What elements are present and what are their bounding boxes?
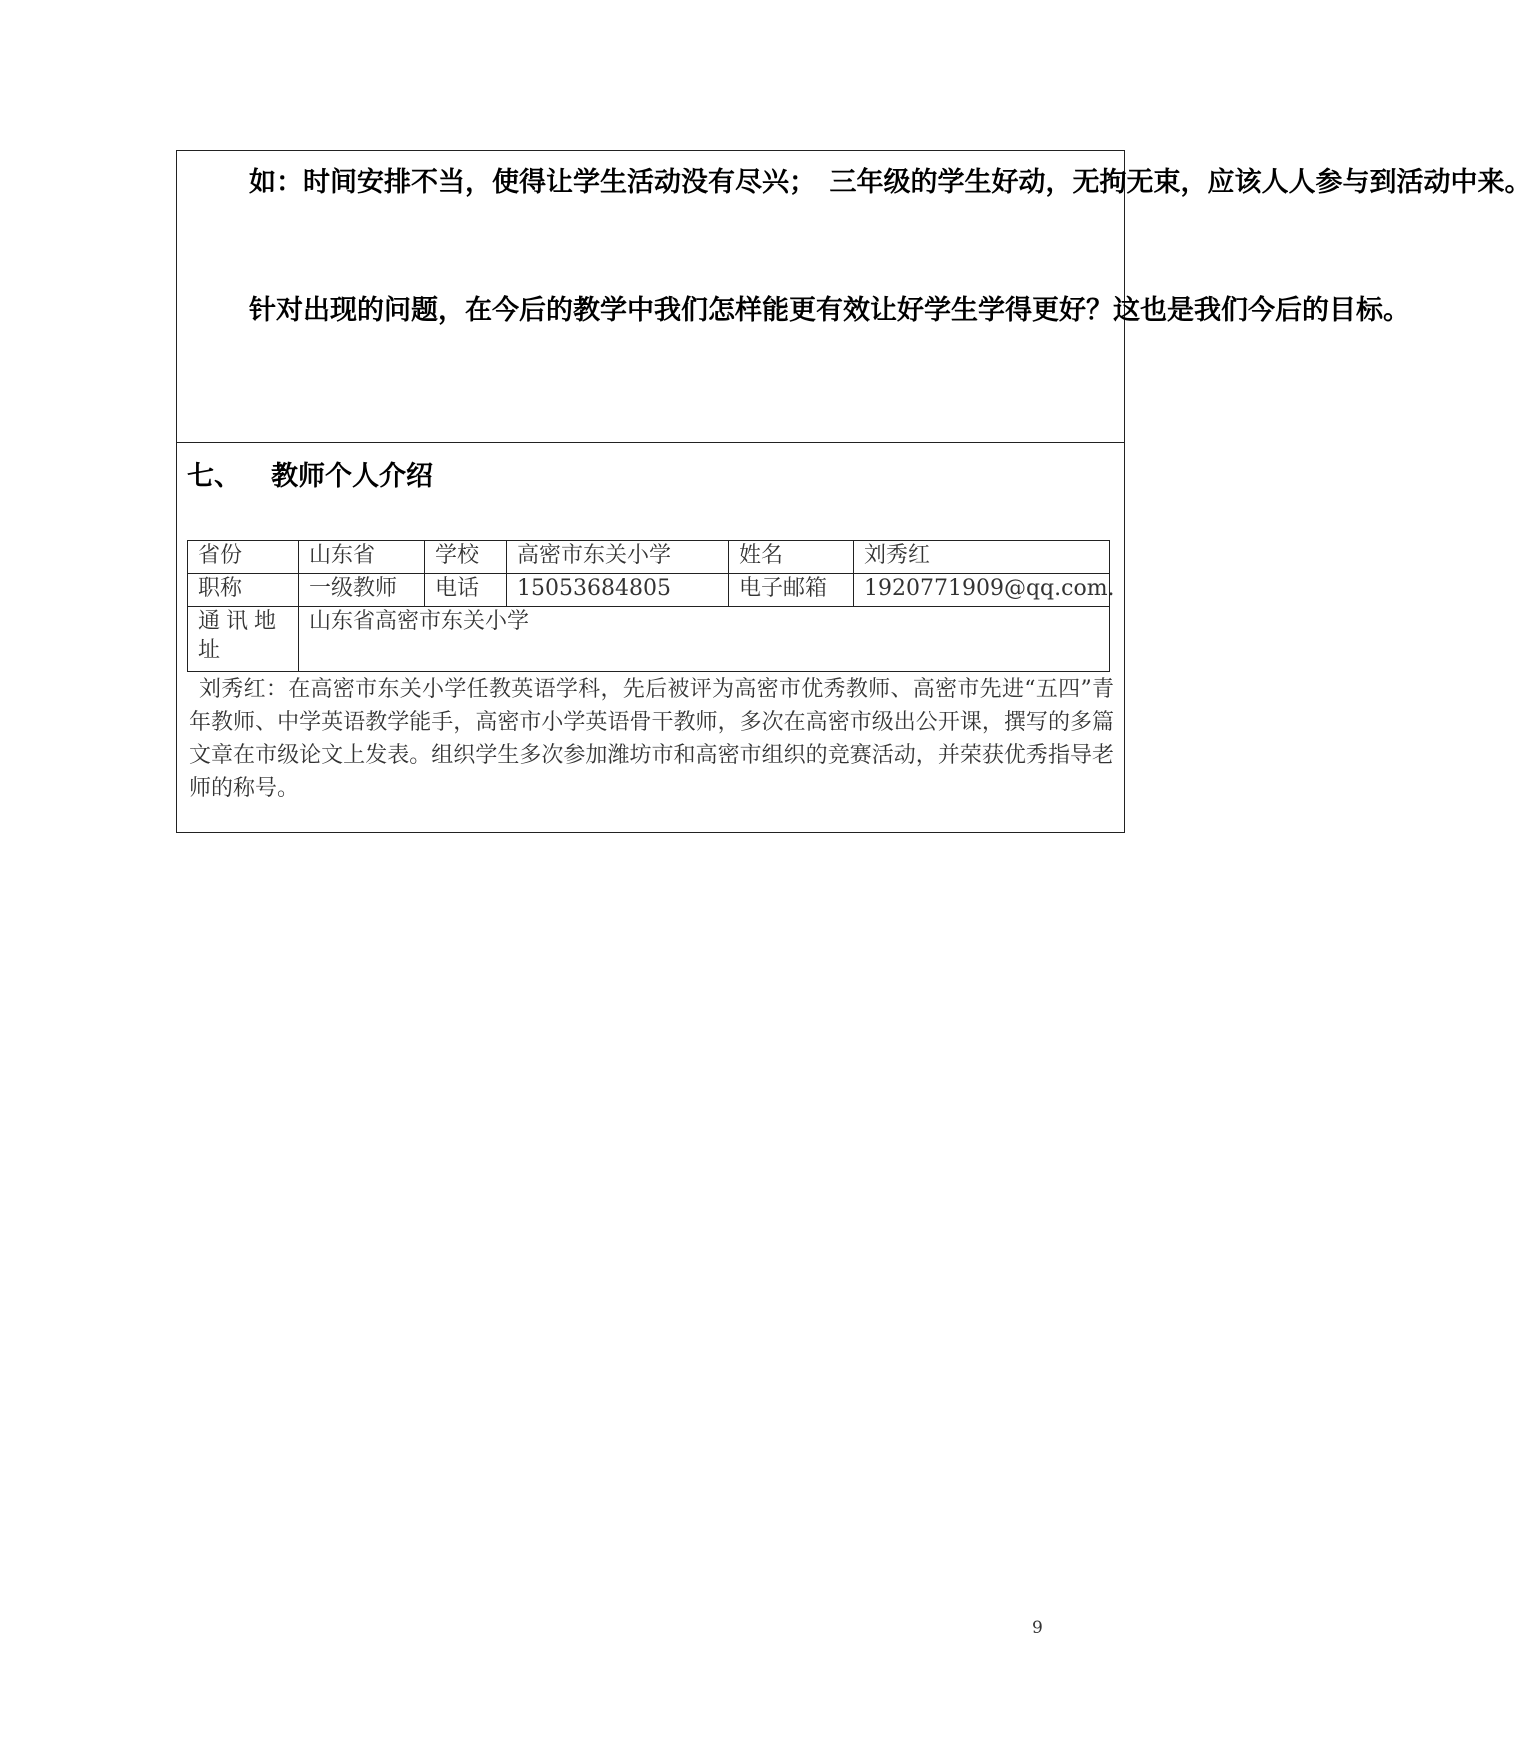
school-label: 学校	[425, 541, 507, 574]
reflection-text-1: 如：时间安排不当，使得让学生活动没有尽兴； 三年级的学生好动，无拘无束，应该人人参与到活动中来。	[249, 167, 1532, 198]
teacher-info-table	[187, 540, 1115, 672]
table-row	[188, 607, 1110, 672]
reflection-section	[177, 151, 1532, 443]
table-row	[188, 541, 1110, 574]
phone-label: 电话	[425, 574, 507, 607]
job-title-label: 职称	[188, 574, 299, 607]
reflection-paragraph-1	[187, 151, 1532, 215]
phone-value: 15053684805	[507, 574, 729, 607]
reflection-text-2: 针对出现的问题，在今后的教学中我们怎样能更有效让好学生学得更好？这也是我们今后的目标。	[249, 295, 1410, 326]
province-value: 山东省	[299, 541, 425, 574]
reflection-paragraph-2	[187, 279, 1410, 343]
address-label: 通讯地址	[188, 607, 299, 672]
name-label: 姓名	[729, 541, 854, 574]
email-label: 电子邮箱	[729, 574, 854, 607]
teacher-bio: 刘秀红：在高密市东关小学任教英语学科，先后被评为高密市优秀教师、高密市先进“五四”青年教师、中学英语教学能手，高密市小学英语骨干教师，多次在高密市级出公开课，撰写的多篇文章在市级论文上发表。组织学生多次参加潍坊市和高密市组织的竞赛活动，并荣获优秀指导老师的称号。	[189, 677, 1114, 801]
section-heading	[187, 459, 433, 495]
section-title: 教师个人介绍	[271, 461, 433, 492]
school-value: 高密市东关小学	[507, 541, 729, 574]
table-row	[188, 574, 1110, 607]
page-number: 9	[1032, 1618, 1043, 1638]
email-value: 1920771909@qq.com.	[854, 574, 1110, 607]
job-title-value: 一级教师	[299, 574, 425, 607]
name-value: 刘秀红	[854, 541, 1110, 574]
address-value: 山东省高密市东关小学	[299, 607, 1110, 672]
content-frame	[176, 150, 1532, 833]
section-number: 七、	[187, 461, 241, 492]
province-label: 省份	[188, 541, 299, 574]
